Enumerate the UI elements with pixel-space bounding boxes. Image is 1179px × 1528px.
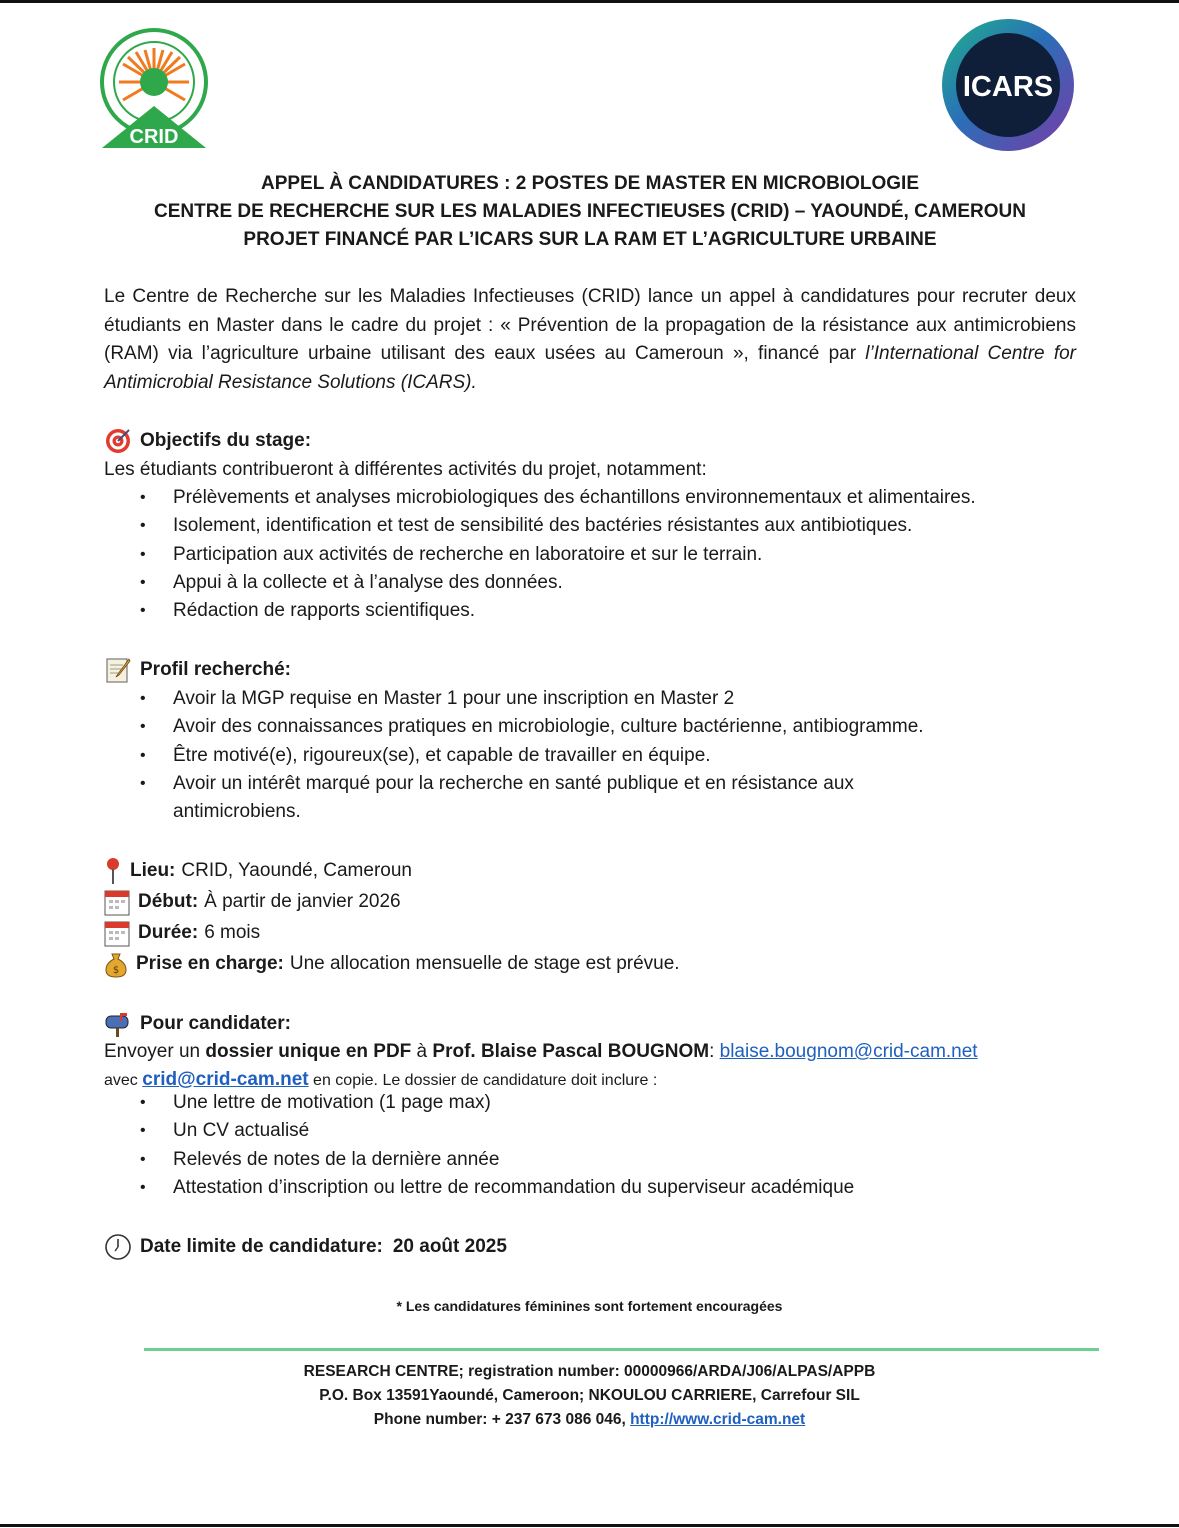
lieu-label: Lieu: xyxy=(130,860,176,881)
list-item: • Relevés de notes de la dernière année xyxy=(104,1146,1084,1174)
duree-value: 6 mois xyxy=(204,922,261,943)
objectifs-lead: Les étudiants contribueront à différentes activités du projet, notamment: xyxy=(104,459,707,480)
calendar-icon xyxy=(104,919,130,947)
intro-text: Le Centre de Recherche sur les Maladies Infectieuses (CRID) lance un appel à candidatures pour recruter deux étudiants en Master dans le cadre du projet : « Prévention de la propagation de la résistance aux antimicrobiens (RAM) via l’agriculture urbaine utilisant des eaux usées au Cameroun », financé par xyxy=(104,286,1076,364)
prise-label: Prise en charge: xyxy=(136,953,284,974)
list-item: • Avoir des connaissances pratiques en microbiologie, culture bactérienne, antibiogramme. xyxy=(104,713,1084,741)
candidater-line-1 xyxy=(104,1038,978,1066)
text-span: à xyxy=(411,1041,433,1062)
prise-value: Une allocation mensuelle de stage est prévue. xyxy=(289,953,680,974)
duree-label: Durée: xyxy=(138,922,199,943)
mailbox-icon xyxy=(104,1010,132,1038)
memo-icon xyxy=(104,656,132,684)
candidater-heading xyxy=(104,1010,291,1038)
list-item: • Attestation d’inscription ou lettre de recommandation du superviseur académique xyxy=(104,1174,1084,1202)
target-icon xyxy=(104,427,132,455)
email-link-crid[interactable]: crid@crid-cam.net xyxy=(142,1069,309,1090)
title-line-3: PROJET FINANCÉ PAR L’ICARS SUR LA RAM ET L’AGRICULTURE URBAINE xyxy=(243,229,937,250)
email-link-bougnom[interactable]: blaise.bougnom@crid-cam.net xyxy=(719,1041,978,1062)
debut-value: À partir de janvier 2026 xyxy=(204,891,401,912)
objectifs-title: Objectifs du stage: xyxy=(140,430,312,451)
list-item: • Appui à la collecte et à l’analyse des données. xyxy=(104,569,1084,597)
website-link[interactable]: http://www.crid-cam.net xyxy=(630,1411,806,1428)
candidater-title: Pour candidater: xyxy=(140,1013,291,1034)
document-title xyxy=(60,170,1120,254)
icars-logo-text: ICARS xyxy=(962,71,1054,103)
top-border xyxy=(0,0,1179,3)
list-item: • Prélèvements et analyses microbiologiques des échantillons environnementaux et alimentaires. xyxy=(104,484,1084,512)
text-span: avec xyxy=(104,1072,143,1089)
list-item: • Avoir un intérêt marqué pour la recherche en santé publique et en résistance aux antimicrobiens. xyxy=(104,770,973,827)
calendar-icon xyxy=(104,888,130,916)
profil-heading xyxy=(104,656,291,684)
profil-list xyxy=(104,685,1084,826)
deadline-label: Date limite de candidature: xyxy=(140,1236,383,1257)
crid-logo xyxy=(92,26,216,150)
list-item: • Avoir la MGP requise en Master 1 pour une inscription en Master 2 xyxy=(104,685,1084,713)
lieu-row xyxy=(104,856,412,886)
clock-icon xyxy=(104,1233,132,1261)
list-item: • Une lettre de motivation (1 page max) xyxy=(104,1089,1084,1117)
objectifs-heading xyxy=(104,427,311,455)
text-span: en copie. Le dossier de candidature doit inclure : xyxy=(308,1072,658,1089)
list-item: • Participation aux activités de recherche en laboratoire et sur le terrain. xyxy=(104,541,1084,569)
bottom-border xyxy=(0,1524,1179,1527)
list-item: • Isolement, identification et test de sensibilité des bactéries résistantes aux antibiotiques. xyxy=(104,512,1084,540)
title-line-2: CENTRE DE RECHERCHE SUR LES MALADIES INFECTIEUSES (CRID) – YAOUNDÉ, CAMEROUN xyxy=(154,201,1026,222)
profil-title: Profil recherché: xyxy=(140,659,291,680)
intro-funder: l’International Centre for Antimicrobial Resistance Solutions (ICARS). xyxy=(104,343,1077,393)
list-item: • Rédaction de rapports scientifiques. xyxy=(104,597,1084,625)
money-bag-icon xyxy=(104,950,128,978)
prise-row xyxy=(104,949,680,979)
svg-text:$: $ xyxy=(112,965,120,976)
debut-row xyxy=(104,887,401,917)
icars-logo xyxy=(940,18,1076,152)
footer-phone: Phone number: + 237 673 086 046, xyxy=(373,1411,631,1428)
text-span: Prof. Blaise Pascal BOUGNOM xyxy=(432,1041,710,1062)
deadline-value: 20 août 2025 xyxy=(392,1236,507,1257)
intro-paragraph xyxy=(104,283,1076,397)
encouragement-note: * Les candidatures féminines sont fortement encouragées xyxy=(396,1298,783,1314)
pushpin-icon xyxy=(104,857,122,885)
footer xyxy=(0,1360,1179,1432)
text-span: : xyxy=(709,1041,720,1062)
crid-logo-text: CRID xyxy=(129,126,179,148)
footer-address: P.O. Box 13591Yaoundé, Cameroon; NKOULOU CARRIERE, Carrefour SIL xyxy=(319,1387,860,1404)
text-span: dossier unique en PDF xyxy=(205,1041,412,1062)
footer-divider xyxy=(144,1348,1099,1351)
candidater-list xyxy=(104,1089,1084,1202)
objectifs-list xyxy=(104,484,1084,625)
title-line-1: APPEL À CANDIDATURES : 2 POSTES DE MASTER EN MICROBIOLOGIE xyxy=(260,173,920,194)
debut-label: Début: xyxy=(138,891,199,912)
list-item: • Un CV actualisé xyxy=(104,1117,1084,1145)
list-item: • Être motivé(e), rigoureux(se), et capable de travailler en équipe. xyxy=(104,742,1084,770)
duree-row xyxy=(104,918,260,948)
lieu-value: CRID, Yaoundé, Cameroun xyxy=(181,860,412,881)
text-span: Envoyer un xyxy=(104,1041,206,1062)
footer-registration: RESEARCH CENTRE; registration number: 00000966/ARDA/J06/ALPAS/APPB xyxy=(303,1363,876,1380)
deadline-row xyxy=(104,1233,507,1261)
footer-contact xyxy=(0,1408,1179,1432)
